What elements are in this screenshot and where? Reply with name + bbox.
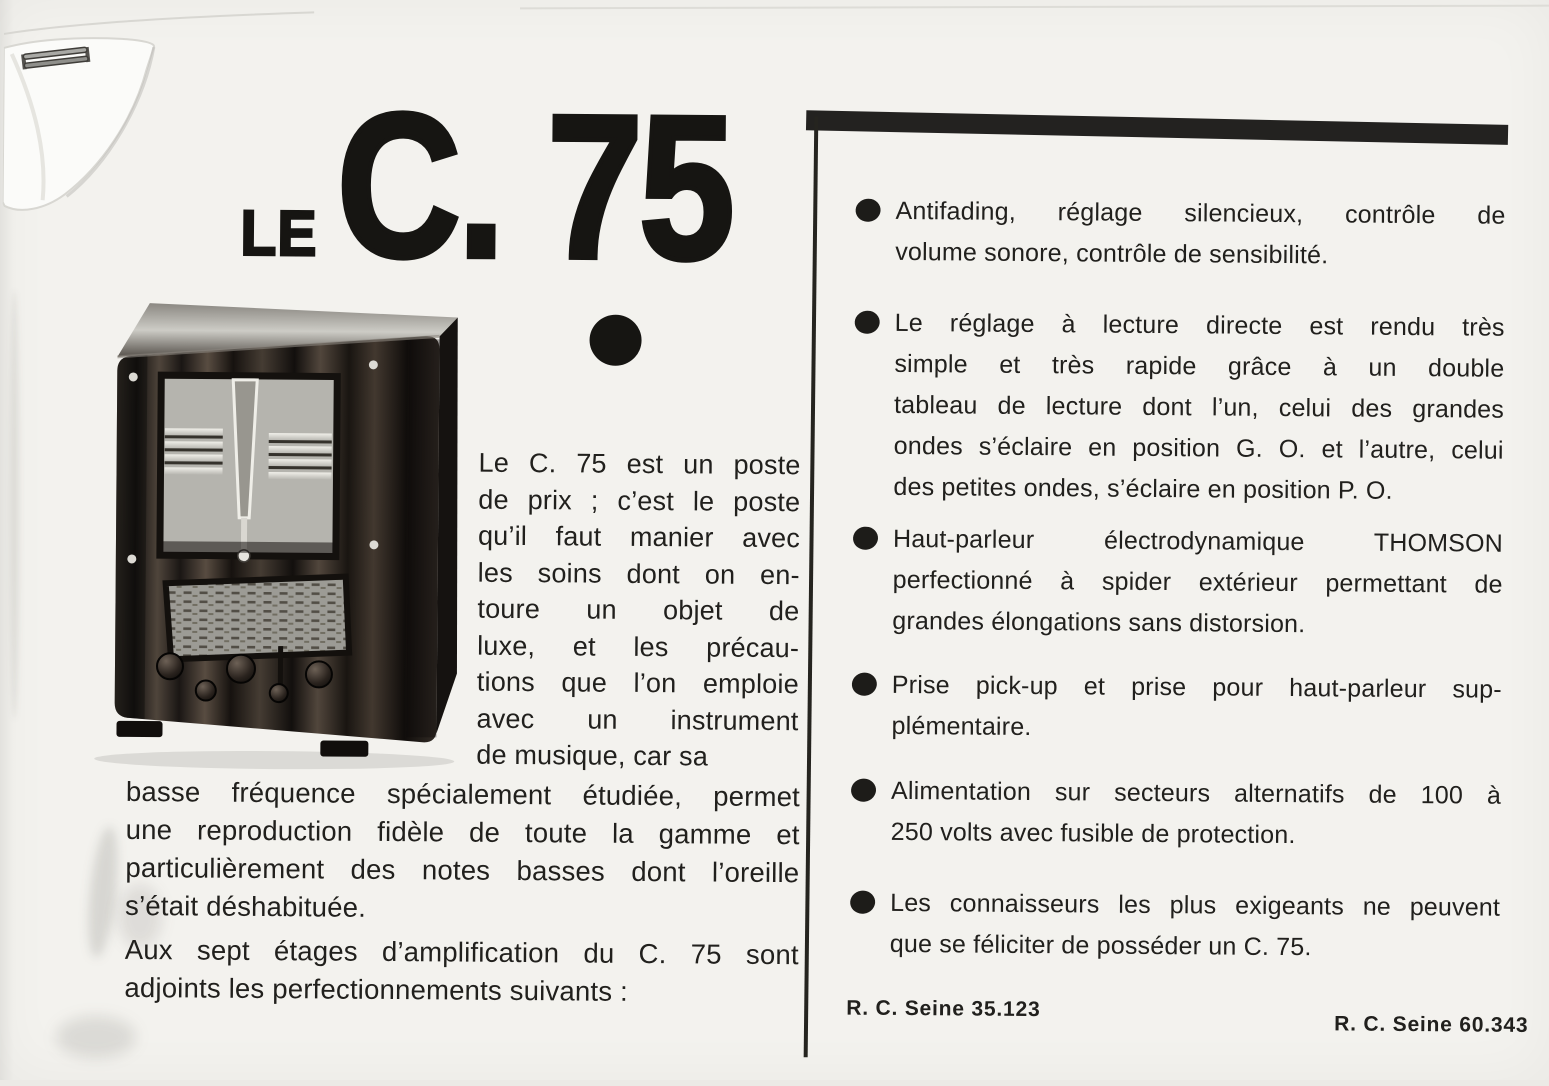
text-line: les soins dont on en- <box>477 557 800 590</box>
text-line: avec un instrument <box>476 703 799 736</box>
bullet-icon <box>850 777 878 803</box>
radio-photo <box>84 291 472 776</box>
text-line: des petites ondes, s’éclaire en position P. O. <box>893 472 1393 505</box>
text-line: tableau de lecture dont l’un, celui des grandes <box>893 390 1505 424</box>
title-main: C. 75 <box>335 70 733 303</box>
bullet-icon <box>854 197 882 223</box>
bullet-icon <box>852 525 880 551</box>
intro-paragraph-wide <box>125 773 800 930</box>
feature-text <box>895 191 1506 278</box>
text-line: adjoints les perfectionnements suivants : <box>124 971 629 1007</box>
text-line: plémentaire. <box>891 711 1032 742</box>
text-line: toure un objet de <box>477 593 800 627</box>
radio-dial <box>160 375 337 562</box>
text-line: de musique, car sa <box>476 739 709 772</box>
feature-text <box>891 771 1502 858</box>
text-line: Prise pick-up et prise pour haut-parleur sup- <box>891 670 1502 704</box>
text-line: Alimentation sur secteurs alternatifs de 100 à <box>890 776 1502 810</box>
feature-item <box>855 191 1506 278</box>
title-prefix: LE <box>240 196 318 270</box>
text-line: Haut-parleur électrodynamique THOMSON <box>892 524 1504 558</box>
text-line: simple et très rapide grâce à un double <box>894 349 1505 383</box>
bullet-icon <box>853 309 881 335</box>
feature-item <box>851 665 1502 752</box>
text-line: que se féliciter de posséder un C. 75. <box>889 929 1312 962</box>
text-line: Antifading, réglage silencieux, contrôle de <box>895 196 1506 230</box>
divider-top-bar <box>806 110 1508 145</box>
text-line: tions que l’on emploie <box>476 666 799 700</box>
text-line: Le C. 75 est un poste <box>478 447 801 481</box>
text-line: 250 volts avec fusible de protection. <box>890 817 1296 850</box>
text-line: Le réglage à lecture directe est rendu très <box>894 308 1505 342</box>
text-line: grandes élongations sans distorsion. <box>892 606 1306 639</box>
text-line: perfectionné à spider extérieur permettant de <box>892 565 1503 599</box>
bullet-icon <box>849 889 877 915</box>
registration-right: R. C. Seine 60.343 <box>1334 1012 1529 1037</box>
closing-paragraph <box>124 931 799 1012</box>
text-line: volume sonore, contrôle de sensibilité. <box>895 237 1329 270</box>
feature-item <box>852 519 1503 647</box>
text-line: Aux sept étages d’amplification du C. 75 sont <box>124 933 799 971</box>
decorative-dot-icon <box>589 315 641 366</box>
text-line: particulièrement des notes basses dont l’oreille <box>125 851 800 889</box>
feature-item <box>851 771 1502 858</box>
feature-item <box>853 303 1505 513</box>
feature-text <box>892 519 1503 647</box>
feature-text <box>890 883 1501 970</box>
text-line: qu’il faut manier avec <box>477 520 801 554</box>
bullet-icon <box>850 671 878 697</box>
radio-grille <box>165 575 350 660</box>
text-line: basse fréquence spécialement étudiée, permet <box>125 775 801 813</box>
registration-left: R. C. Seine 35.123 <box>846 996 1041 1022</box>
text-line: de prix ; c’est le poste <box>478 484 801 517</box>
feature-text <box>893 303 1505 513</box>
text-line: luxe, et les précau- <box>477 630 800 663</box>
text-line: ondes s’éclaire en position G. O. et l’autre, celui <box>893 431 1504 465</box>
page-title <box>240 70 807 303</box>
text-line: Les connaisseurs les plus exigeants ne peuvent <box>890 888 1501 922</box>
text-line: une reproduction fidèle de toute la gamme et <box>125 813 800 851</box>
intro-paragraph-narrow <box>476 445 801 776</box>
feature-item <box>850 883 1501 970</box>
feature-text <box>891 665 1502 752</box>
text-line: s’était déshabituée. <box>124 889 367 923</box>
